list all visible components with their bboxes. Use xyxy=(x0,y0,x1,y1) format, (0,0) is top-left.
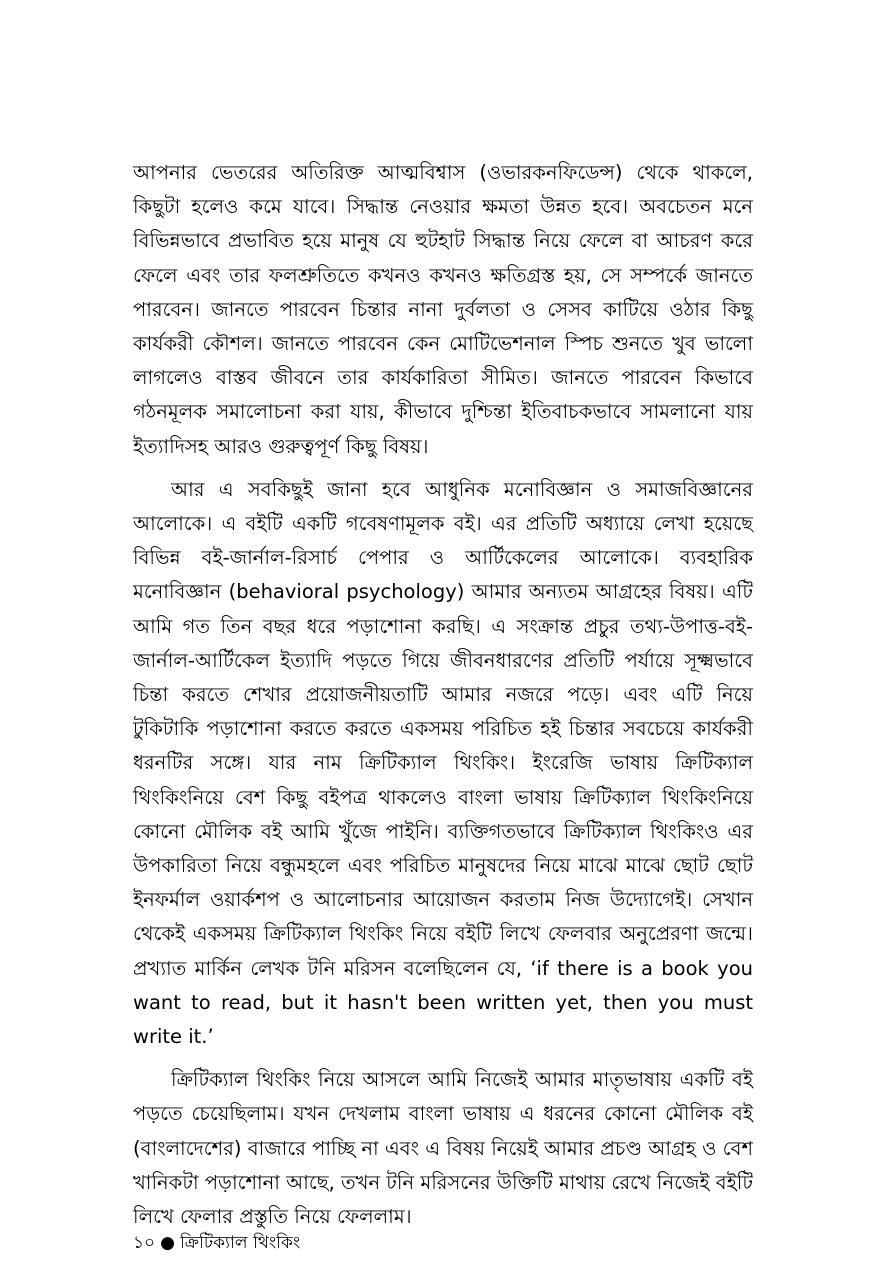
bullet-separator: ● xyxy=(160,1233,175,1253)
paragraph-1: আপনার ভেতরের অতিরিক্ত আত্মবিশ্বাস (ওভারকনফিডেন্স) থেকে থাকলে, কিছুটা হলেও কমে যাবে। সিদ্ধান্ত নেওয়ার ক্ষমতা উন্নত হবে। অবচেতন মনে বিভিন্নভাবে প্রভাবিত হয়ে মানুষ যে হুটহাট সিদ্ধান্ত নিয়ে ফেলে বা আচরণ করে ফেলে এবং তার ফলশ্রুতিতে কখনও কখনও ক্ষতিগ্রস্ত হয়, সে সম্পর্কে জানতে পারবেন। জানতে পারবেন চিন্তার নানা দুর্বলতা ও সেসব কাটিয়ে ওঠার কিছু কার্যকরী কৌশল। জানতে পারবেন কেন মোটিভেশনাল স্পিচ শুনতে খুব ভালো লাগলেও বাস্তব জীবনে তার কার্যকারিতা সীমিত। জানতে পারবেন কিভাবে গঠনমূলক সমালোচনা করা যায়, কীভাবে দুশ্চিন্তা ইতিবাচকভাবে সামলানো যায় ইত্যাদিসহ আরও গুরুত্বপূর্ণ কিছু বিষয়। xyxy=(133,161,753,458)
paragraph-2: আর এ সবকিছুই জানা হবে আধুনিক মনোবিজ্ঞান ও সমাজবিজ্ঞানের আলোকে। এ বইটি একটি গবেষণামূলক বই। এর প্রতিটি অধ্যায়ে লেখা হয়েছে বিভিন্ন বই-জার্নাল-রিসার্চ পেপার ও আর্টিকেলের আলোকে। ব্যবহারিক মনোবিজ্ঞান (behavioral psychology) আমার অন্যতম আগ্রহের বিষয়। এটি আমি গত তিন বছর ধরে পড়াশোনা করছি। এ সংক্রান্ত প্রচুর তথ্য-উপাত্ত-বই-জার্নাল-আর্টিকেল ইত্যাদি পড়তে গিয়ে জীবনধারণের প্রতিটি পর্যায়ে সূক্ষ্মভাবে চিন্তা করতে শেখার প্রয়োজনীয়তাটি আমার নজরে পড়ে। এবং এটি নিয়ে টুকিটাকি পড়াশোনা করতে করতে একসময় পরিচিত হই চিন্তার সবচেয়ে কার্যকরী ধরনটির সঙ্গে। যার নাম ক্রিটিক্যাল থিংকিং। ইংরেজি ভাষায় ক্রিটিক্যাল থিংকিংনিয়ে বেশ কিছু বইপত্র থাকলেও বাংলা ভাষায় ক্রিটিক্যাল থিংকিংনিয়ে কোনো মৌলিক বই আমি খুঁজে পাইনি। ব্যক্তিগতভাবে ক্রিটিক্যাল থিংকিংও এর উপকারিতা নিয়ে বন্ধুমহলে এবং পরিচিত মানুষদের নিয়ে মাঝে মাঝে ছোট ছোট ইনফর্মাল ওয়ার্কশপ ও আলোচনার আয়োজন করতাম নিজ উদ্যোগেই। সেখান থেকেই একসময় ক্রিটিক্যাল থিংকিং নিয়ে বইটি লিখে ফেলবার অনুপ্রেরণা জন্মে। প্রখ্যাত মার্কিন লেখক টনি মরিসন বলেছিলেন যে, ‘if there is a book you want to read, but it hasn't been written yet, then you must write it.’ xyxy=(133,477,753,1049)
page-footer xyxy=(133,1232,300,1254)
running-title: ক্রিটিক্যাল থিংকিং xyxy=(179,1233,301,1253)
paragraph-3: ক্রিটিক্যাল থিংকিং নিয়ে আসলে আমি নিজেই আমার মাতৃভাষায় একটি বই পড়তে চেয়েছিলাম। যখন দেখলাম বাংলা ভাষায় এ ধরনের কোনো মৌলিক বই (বাংলাদেশের) বাজারে পাচ্ছি না এবং এ বিষয় নিয়েই আমার প্রচণ্ড আগ্রহ ও বেশ খানিকটা পড়াশোনা আছে, তখন টনি মরিসনের উক্তিটি মাথায় রেখে নিজেই বইটি লিখে ফেলার প্রস্তুতি নিয়ে ফেললাম। xyxy=(133,1068,753,1229)
page-number: ১০ xyxy=(133,1233,156,1253)
body-text xyxy=(133,156,753,1243)
